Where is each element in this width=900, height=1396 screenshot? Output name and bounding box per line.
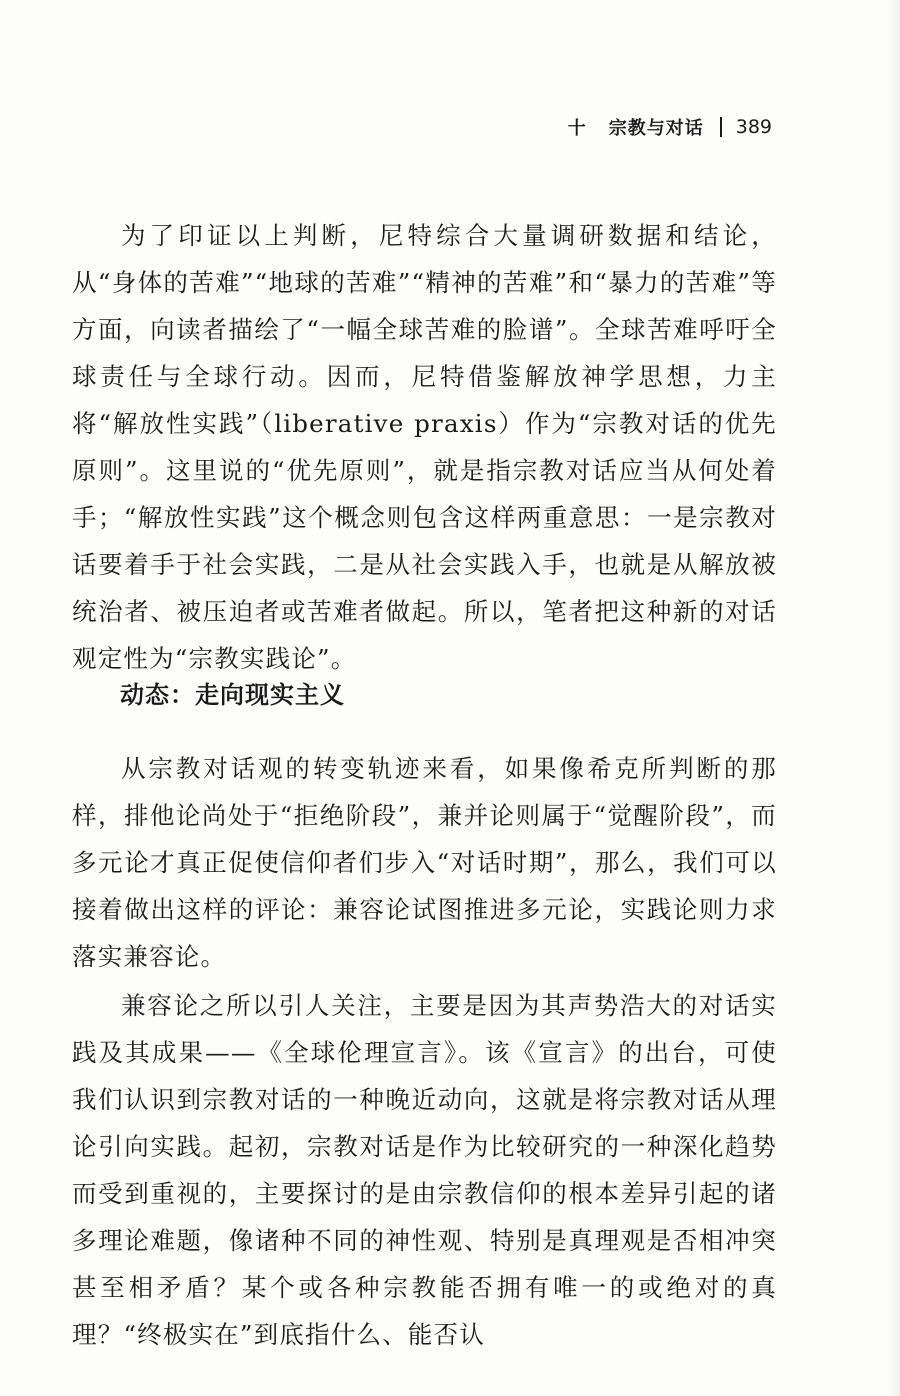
- text-block-bottom: [72, 745, 777, 1358]
- header-divider: [720, 117, 722, 137]
- text-block-top: [72, 212, 777, 682]
- paragraph: 从宗教对话观的转变轨迹来看，如果像希克所判断的那样，排他论尚处于“拒绝阶段”，兼并论则属于“觉醒阶段”，而多元论才真正促使信仰者们步入“对话时期”，那么，我们可以接着做出这样的评论：兼容论试图推进多元论，实践论则力求落实兼容论。: [72, 754, 777, 971]
- paragraph: 兼容论之所以引人关注，主要是因为其声势浩大的对话实践及其成果——《全球伦理宣言》。该《宣言》的出台，可使我们认识到宗教对话的一种晚近动向，这就是将宗教对话从理论引向实践。起初，宗教对话是作为比较研究的一种深化趋势而受到重视的，主要探讨的是由宗教信仰的根本差异引起的诸多理论难题，像诸种不同的神性观、特别是真理观是否相冲突甚至相矛盾？某个或各种宗教能否拥有唯一的或绝对的真理？“终极实在”到底指什么、能否认: [72, 991, 777, 1349]
- running-head: [568, 114, 772, 140]
- chapter-number: 十: [567, 118, 587, 139]
- page-edge-shadow: [886, 0, 900, 1396]
- section-heading: 动态：走向现实主义: [120, 681, 345, 709]
- chapter-title: 宗教与对话: [608, 118, 704, 139]
- page-number: 389: [735, 116, 772, 138]
- paragraph: 为了印证以上判断，尼特综合大量调研数据和结论，从“身体的苦难”“地球的苦难”“精神的苦难”和“暴力的苦难”等方面，向读者描绘了“一幅全球苦难的脸谱”。全球苦难呼吁全球责任与全球行动。因而，尼特借鉴解放神学思想，力主将“解放性实践”（liberative praxis）作为“宗教对话的优先原则”。这里说的“优先原则”，就是指宗教对话应当从何处着手；“解放性实践”这个概念则包含这样两重意思：一是宗教对话要着手于社会实践，二是从社会实践入手，也就是从解放被统治者、被压迫者或苦难者做起。所以，笔者把这种新的对话观定性为“宗教实践论”。: [72, 221, 777, 673]
